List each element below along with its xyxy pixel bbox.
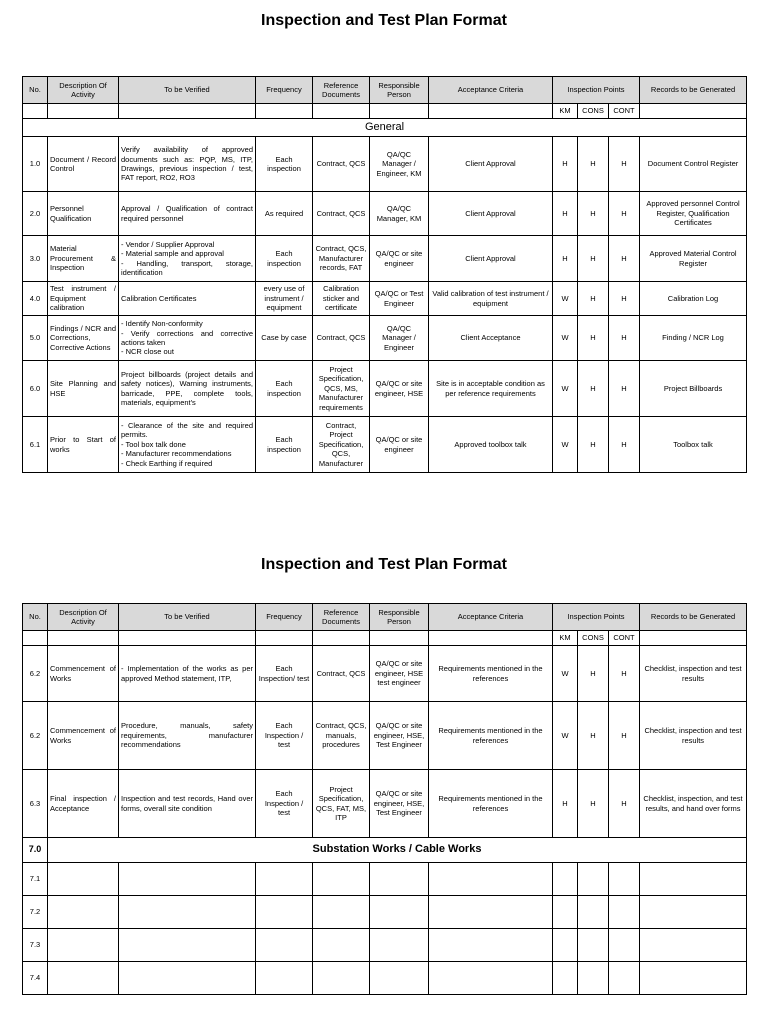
col-header-verified: To be Verified <box>119 604 256 631</box>
empty-cell <box>578 896 609 929</box>
empty-cell <box>256 962 313 995</box>
inspection-point-km: W <box>553 646 578 702</box>
activity-description: Commencement of Works <box>48 646 119 702</box>
inspection-point-km: W <box>553 361 578 417</box>
empty-cell <box>48 631 119 646</box>
verification-items: - Implementation of the works as per approved Method statement, ITP, <box>119 646 256 702</box>
responsible-person-cell: QA/QC Manager / Engineer, KM <box>370 137 429 192</box>
row-number: 7.2 <box>23 896 48 929</box>
row-number: 6.1 <box>23 417 48 473</box>
frequency-cell: Each inspection <box>256 137 313 192</box>
table-row <box>23 282 747 316</box>
empty-cell <box>48 962 119 995</box>
header-row <box>23 77 747 104</box>
reference-documents-cell: Contract, QCS, Manufacturer records, FAT <box>313 236 370 282</box>
frequency-cell: Each inspection <box>256 417 313 473</box>
blank-row <box>23 962 747 995</box>
row-number: 6.3 <box>23 770 48 838</box>
section-title-general: General <box>23 119 747 137</box>
activity-description: Document / Record Control <box>48 137 119 192</box>
row-number: 6.2 <box>23 646 48 702</box>
inspection-point-km: H <box>553 236 578 282</box>
reference-documents-cell: Contract, Project Specification, QCS, Manufacturer <box>313 417 370 473</box>
inspection-point-cons: H <box>578 192 609 236</box>
empty-cell <box>119 104 256 119</box>
empty-cell <box>370 929 429 962</box>
activity-description: Prior to Start of works <box>48 417 119 473</box>
empty-cell <box>553 962 578 995</box>
empty-cell <box>313 962 370 995</box>
records-cell: Calibration Log <box>640 282 747 316</box>
verification-items: Verify availability of approved documents such as: PQP, MS, ITP, Drawings, previous inspection / test, FAT report, RO2, RO3 <box>119 137 256 192</box>
row-number: 7.3 <box>23 929 48 962</box>
header-row <box>23 604 747 631</box>
inspection-point-cons: H <box>578 702 609 770</box>
empty-cell <box>119 962 256 995</box>
col-header-description: Description Of Activity <box>48 77 119 104</box>
table-row <box>23 192 747 236</box>
empty-cell <box>609 896 640 929</box>
inspection-point-cont: H <box>609 417 640 473</box>
empty-cell <box>48 929 119 962</box>
table-row <box>23 236 747 282</box>
verification-items: Inspection and test records, Hand over forms, overall site condition <box>119 770 256 838</box>
empty-cell <box>23 631 48 646</box>
inspection-point-km: H <box>553 137 578 192</box>
section-row-substation <box>23 838 747 863</box>
empty-cell <box>578 863 609 896</box>
responsible-person-cell: QA/QC Manager / Engineer <box>370 316 429 361</box>
records-cell: Document Control Register <box>640 137 747 192</box>
empty-cell <box>640 863 747 896</box>
inspection-point-cons: H <box>578 417 609 473</box>
empty-cell <box>23 104 48 119</box>
reference-documents-cell: Contract, QCS <box>313 316 370 361</box>
acceptance-criteria-cell: Client Acceptance <box>429 316 553 361</box>
col-header-responsible: Responsible Person <box>370 77 429 104</box>
empty-cell <box>256 104 313 119</box>
records-cell: Checklist, inspection and test results <box>640 702 747 770</box>
empty-cell <box>640 896 747 929</box>
subheader-cons: CONS <box>578 631 609 646</box>
empty-cell <box>553 863 578 896</box>
col-header-description: Description Of Activity <box>48 604 119 631</box>
inspection-point-km: W <box>553 282 578 316</box>
inspection-point-cont: H <box>609 316 640 361</box>
records-cell: Approved Material Control Register <box>640 236 747 282</box>
frequency-cell: Each Inspection / test <box>256 702 313 770</box>
empty-cell <box>609 929 640 962</box>
blank-row <box>23 863 747 896</box>
acceptance-criteria-cell: Approved toolbox talk <box>429 417 553 473</box>
records-cell: Approved personnel Control Register, Qualification Certificates <box>640 192 747 236</box>
reference-documents-cell: Project Specification, QCS, FAT, MS, ITP <box>313 770 370 838</box>
col-header-reference: Reference Documents <box>313 77 370 104</box>
reference-documents-cell: Contract, QCS <box>313 137 370 192</box>
frequency-cell: Each inspection <box>256 236 313 282</box>
empty-cell <box>119 863 256 896</box>
inspection-point-cons: H <box>578 770 609 838</box>
reference-documents-cell: Contract, QCS <box>313 192 370 236</box>
responsible-person-cell: QA/QC or site engineer, HSE, Test Engineer <box>370 702 429 770</box>
empty-cell <box>48 104 119 119</box>
col-header-reference: Reference Documents <box>313 604 370 631</box>
inspection-point-km: W <box>553 702 578 770</box>
empty-cell <box>429 929 553 962</box>
reference-documents-cell: Contract, QCS, manuals, procedures <box>313 702 370 770</box>
responsible-person-cell: QA/QC or site engineer, HSE <box>370 361 429 417</box>
frequency-cell: Each Inspection / test <box>256 770 313 838</box>
records-cell: Checklist, inspection and test results <box>640 646 747 702</box>
empty-cell <box>256 631 313 646</box>
col-header-no: No. <box>23 77 48 104</box>
empty-cell <box>609 962 640 995</box>
empty-cell <box>370 896 429 929</box>
acceptance-criteria-cell: Client Approval <box>429 137 553 192</box>
empty-cell <box>370 962 429 995</box>
subheader-row <box>23 104 747 119</box>
col-header-frequency: Frequency <box>256 604 313 631</box>
reference-documents-cell: Calibration sticker and certificate <box>313 282 370 316</box>
itp-table-works <box>22 603 747 995</box>
inspection-point-cont: H <box>609 236 640 282</box>
responsible-person-cell: QA/QC or site engineer, HSE test engineer <box>370 646 429 702</box>
row-number: 2.0 <box>23 192 48 236</box>
table-row <box>23 316 747 361</box>
frequency-cell: every use of instrument / equipment <box>256 282 313 316</box>
empty-cell <box>119 896 256 929</box>
activity-description: Findings / NCR and Corrections, Corrective Actions <box>48 316 119 361</box>
activity-description: Personnel Qualification <box>48 192 119 236</box>
empty-cell <box>313 104 370 119</box>
responsible-person-cell: QA/QC or Test Engineer <box>370 282 429 316</box>
inspection-point-cons: H <box>578 646 609 702</box>
reference-documents-cell: Contract, QCS <box>313 646 370 702</box>
inspection-point-cont: H <box>609 192 640 236</box>
empty-cell <box>119 929 256 962</box>
subheader-cont: CONT <box>609 631 640 646</box>
empty-cell <box>429 631 553 646</box>
col-header-verified: To be Verified <box>119 77 256 104</box>
records-cell: Project Billboards <box>640 361 747 417</box>
records-cell: Finding / NCR Log <box>640 316 747 361</box>
inspection-point-cont: H <box>609 137 640 192</box>
verification-items: - Identify Non-conformity - Verify corrections and corrective actions taken - NCR close out <box>119 316 256 361</box>
verification-items: Procedure, manuals, safety requirements, manufacturer recommendations <box>119 702 256 770</box>
col-header-inspection-points: Inspection Points <box>553 77 640 104</box>
empty-cell <box>429 896 553 929</box>
frequency-cell: As required <box>256 192 313 236</box>
empty-cell <box>256 863 313 896</box>
records-cell: Toolbox talk <box>640 417 747 473</box>
row-number: 6.0 <box>23 361 48 417</box>
responsible-person-cell: QA/QC or site engineer <box>370 236 429 282</box>
empty-cell <box>370 863 429 896</box>
activity-description: Commencement of Works <box>48 702 119 770</box>
inspection-point-km: W <box>553 417 578 473</box>
col-header-inspection-points: Inspection Points <box>553 604 640 631</box>
empty-cell <box>313 863 370 896</box>
col-header-acceptance: Acceptance Criteria <box>429 77 553 104</box>
itp-table-general <box>22 76 747 473</box>
inspection-point-cont: H <box>609 702 640 770</box>
col-header-records: Records to be Generated <box>640 77 747 104</box>
acceptance-criteria-cell: Valid calibration of test instrument / equipment <box>429 282 553 316</box>
verification-items: Approval / Qualification of contract required personnel <box>119 192 256 236</box>
subheader-row <box>23 631 747 646</box>
activity-description: Final inspection / Acceptance <box>48 770 119 838</box>
empty-cell <box>256 896 313 929</box>
table-row <box>23 361 747 417</box>
empty-cell <box>609 863 640 896</box>
verification-items: - Vendor / Supplier Approval - Material sample and approval - Handling, transport, storage, identification <box>119 236 256 282</box>
empty-cell <box>640 104 747 119</box>
inspection-point-cons: H <box>578 137 609 192</box>
row-number: 6.2 <box>23 702 48 770</box>
activity-description: Test instrument / Equipment calibration <box>48 282 119 316</box>
col-header-records: Records to be Generated <box>640 604 747 631</box>
inspection-point-km: W <box>553 316 578 361</box>
empty-cell <box>640 962 747 995</box>
inspection-point-cons: H <box>578 236 609 282</box>
responsible-person-cell: QA/QC or site engineer <box>370 417 429 473</box>
inspection-point-cont: H <box>609 361 640 417</box>
row-number: 7.4 <box>23 962 48 995</box>
inspection-point-cont: H <box>609 282 640 316</box>
subheader-cons: CONS <box>578 104 609 119</box>
section-title-substation: Substation Works / Cable Works <box>48 838 747 863</box>
empty-cell <box>119 631 256 646</box>
activity-description: Site Planning and HSE <box>48 361 119 417</box>
acceptance-criteria-cell: Client Approval <box>429 192 553 236</box>
col-header-no: No. <box>23 604 48 631</box>
verification-items: Project billboards (project details and safety notices), Warning instruments, barricade, PPE, complete tools, materials, equipment's <box>119 361 256 417</box>
frequency-cell: Case by case <box>256 316 313 361</box>
page-title-top: Inspection and Test Plan Format <box>261 12 507 29</box>
row-number: 4.0 <box>23 282 48 316</box>
page-title-bottom: Inspection and Test Plan Format <box>261 556 507 573</box>
section-number: 7.0 <box>23 838 48 863</box>
col-header-responsible: Responsible Person <box>370 604 429 631</box>
inspection-point-km: H <box>553 770 578 838</box>
acceptance-criteria-cell: Site is in acceptable condition as per reference requirements <box>429 361 553 417</box>
empty-cell <box>553 929 578 962</box>
inspection-point-cons: H <box>578 316 609 361</box>
activity-description: Material Procurement & Inspection <box>48 236 119 282</box>
empty-cell <box>578 929 609 962</box>
row-number: 3.0 <box>23 236 48 282</box>
empty-cell <box>429 104 553 119</box>
empty-cell <box>370 104 429 119</box>
table-row <box>23 137 747 192</box>
empty-cell <box>553 896 578 929</box>
empty-cell <box>256 929 313 962</box>
acceptance-criteria-cell: Client Approval <box>429 236 553 282</box>
empty-cell <box>429 962 553 995</box>
reference-documents-cell: Project Specification, QCS, MS, Manufacturer requirements <box>313 361 370 417</box>
empty-cell <box>313 631 370 646</box>
inspection-point-cons: H <box>578 361 609 417</box>
blank-row <box>23 929 747 962</box>
records-cell: Checklist, inspection, and test results, and hand over forms <box>640 770 747 838</box>
verification-items: Calibration Certificates <box>119 282 256 316</box>
table-row <box>23 417 747 473</box>
responsible-person-cell: QA/QC or site engineer, HSE, Test Engineer <box>370 770 429 838</box>
acceptance-criteria-cell: Requirements mentioned in the references <box>429 770 553 838</box>
inspection-point-cont: H <box>609 770 640 838</box>
empty-cell <box>313 896 370 929</box>
empty-cell <box>640 631 747 646</box>
verification-items: - Clearance of the site and required permits. - Tool box talk done - Manufacturer recommendations - Check Earthing if required <box>119 417 256 473</box>
acceptance-criteria-cell: Requirements mentioned in the references <box>429 702 553 770</box>
col-header-frequency: Frequency <box>256 77 313 104</box>
empty-cell <box>429 863 553 896</box>
acceptance-criteria-cell: Requirements mentioned in the references <box>429 646 553 702</box>
responsible-person-cell: QA/QC Manager, KM <box>370 192 429 236</box>
row-number: 5.0 <box>23 316 48 361</box>
frequency-cell: Each inspection <box>256 361 313 417</box>
table-row <box>23 646 747 702</box>
table-row <box>23 702 747 770</box>
col-header-acceptance: Acceptance Criteria <box>429 604 553 631</box>
inspection-point-km: H <box>553 192 578 236</box>
empty-cell <box>640 929 747 962</box>
row-number: 7.1 <box>23 863 48 896</box>
frequency-cell: Each Inspection/ test <box>256 646 313 702</box>
empty-cell <box>313 929 370 962</box>
empty-cell <box>48 863 119 896</box>
inspection-point-cont: H <box>609 646 640 702</box>
inspection-point-cons: H <box>578 282 609 316</box>
blank-row <box>23 896 747 929</box>
table-row <box>23 770 747 838</box>
row-number: 1.0 <box>23 137 48 192</box>
subheader-cont: CONT <box>609 104 640 119</box>
section-row-general <box>23 119 747 137</box>
subheader-km: KM <box>553 631 578 646</box>
empty-cell <box>48 896 119 929</box>
empty-cell <box>370 631 429 646</box>
subheader-km: KM <box>553 104 578 119</box>
empty-cell <box>578 962 609 995</box>
